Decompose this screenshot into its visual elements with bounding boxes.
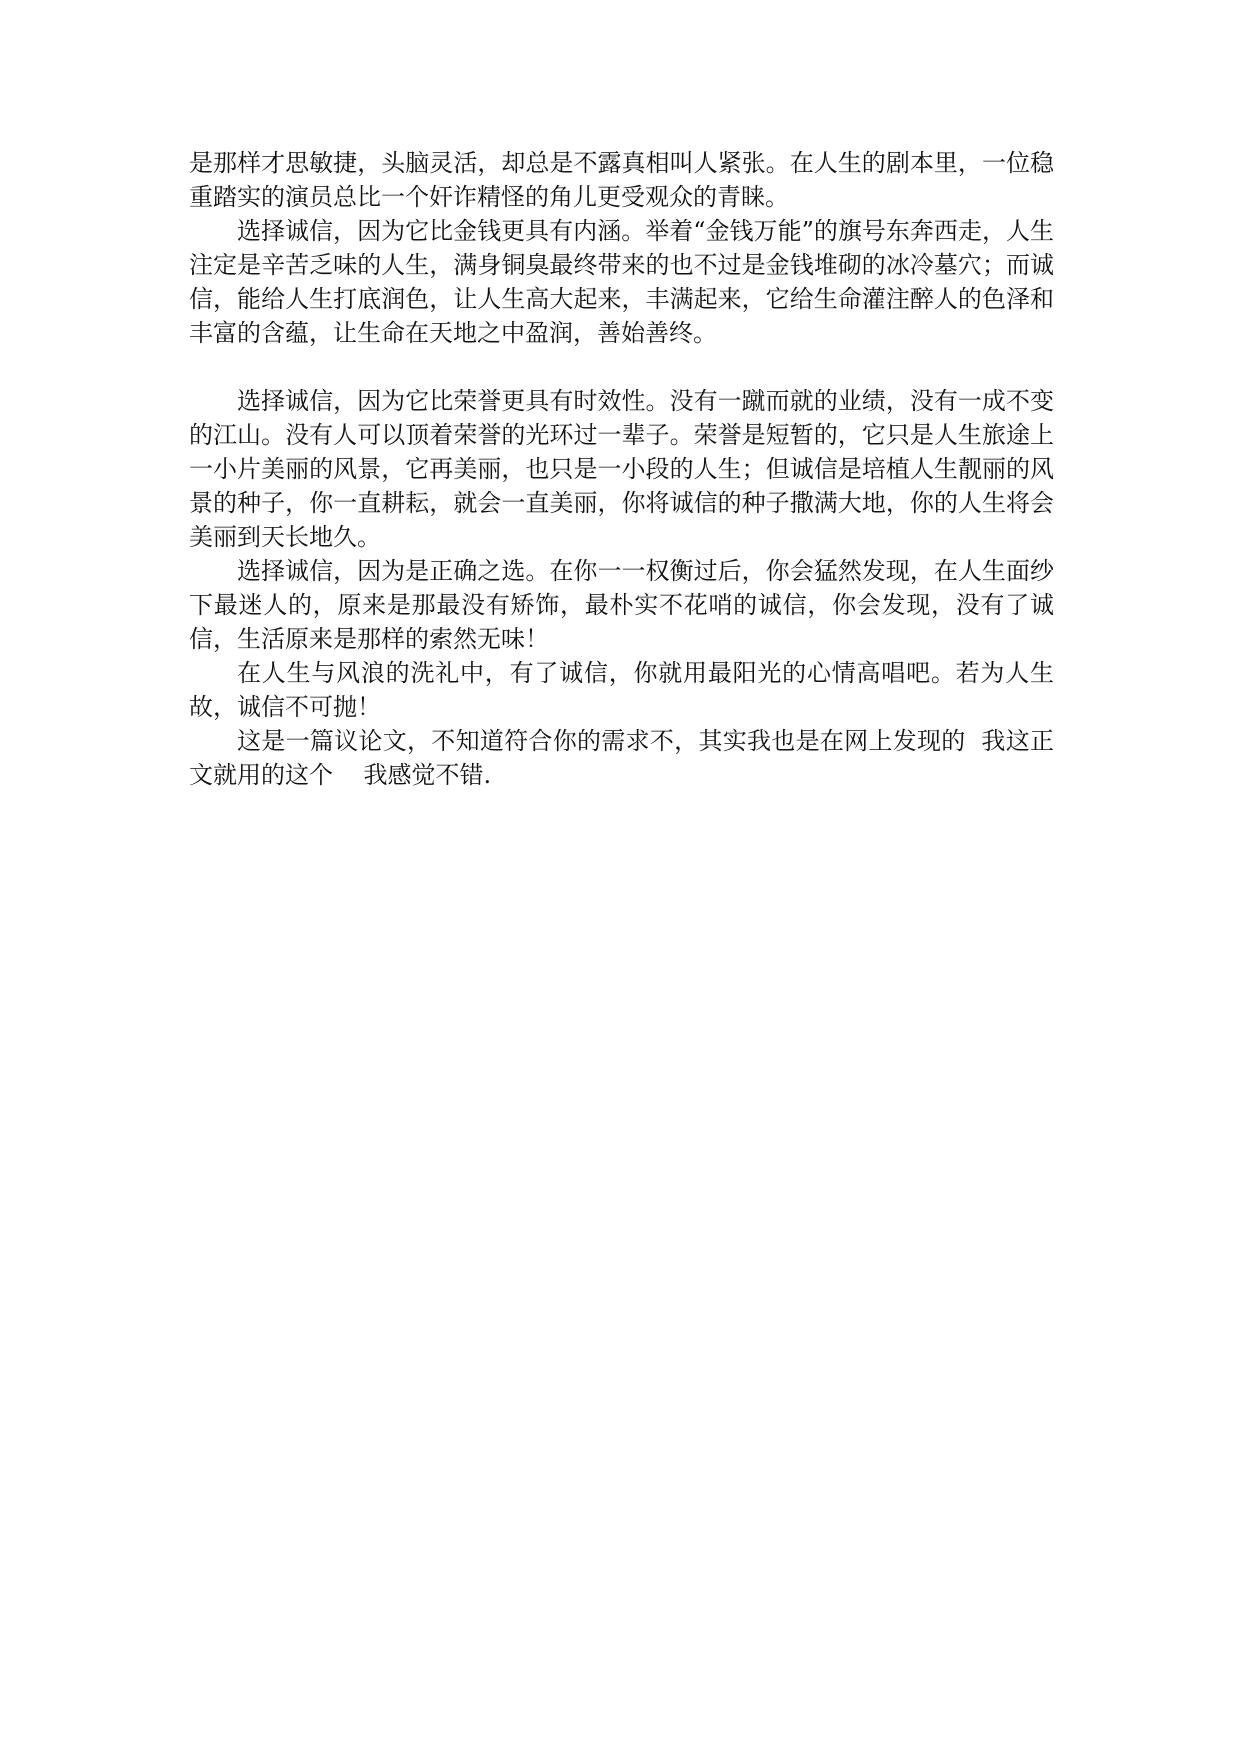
document-page bbox=[189, 146, 1054, 792]
paragraph-3: 选择诚信，因为它比荣誉更具有时效性。没有一蹴而就的业绩，没有一成不变的江山。没有人可以顶着荣誉的光环过一辈子。荣誉是短暂的，它只是人生旅途上一小片美丽的风景，它再美丽，也只是一小段的人生；但诚信是培植人生靓丽的风景的种子，你一直耕耘，就会一直美丽，你将诚信的种子撒满大地，你的人生将会美丽到天长地久。 bbox=[189, 387, 1054, 551]
paragraph-1: 是那样才思敏捷，头脑灵活，却总是不露真相叫人紧张。在人生的剧本里，一位稳重踏实的演员总比一个奸诈精怪的角儿更受观众的青睐。 bbox=[189, 149, 1054, 211]
paragraph-6: 这是一篇议论文，不知道符合你的需求不，其实我也是在网上发现的 我这正文就用的这个 我感觉不错. bbox=[189, 727, 1054, 789]
paragraph-2: 选择诚信，因为它比金钱更具有内涵。举着“金钱万能”的旗号东奔西走，人生注定是辛苦乏味的人生，满身铜臭最终带来的也不过是金钱堆砌的冰冷墓穴；而诚信，能给人生打底润色，让人生高大起来，丰满起来，它给生命灌注醉人的色泽和丰富的含蕴，让生命在天地之中盈润，善始善终。 bbox=[189, 217, 1054, 347]
paragraph-5: 在人生与风浪的洗礼中，有了诚信，你就用最阳光的心情高唱吧。若为人生故，诚信不可抛！ bbox=[189, 659, 1054, 721]
paragraph-4: 选择诚信，因为是正确之选。在你一一权衡过后，你会猛然发现，在人生面纱下最迷人的，原来是那最没有矫饰，最朴实不花哨的诚信，你会发现，没有了诚信，生活原来是那样的索然无味！ bbox=[189, 557, 1054, 653]
paragraph-spacer bbox=[189, 350, 1054, 384]
